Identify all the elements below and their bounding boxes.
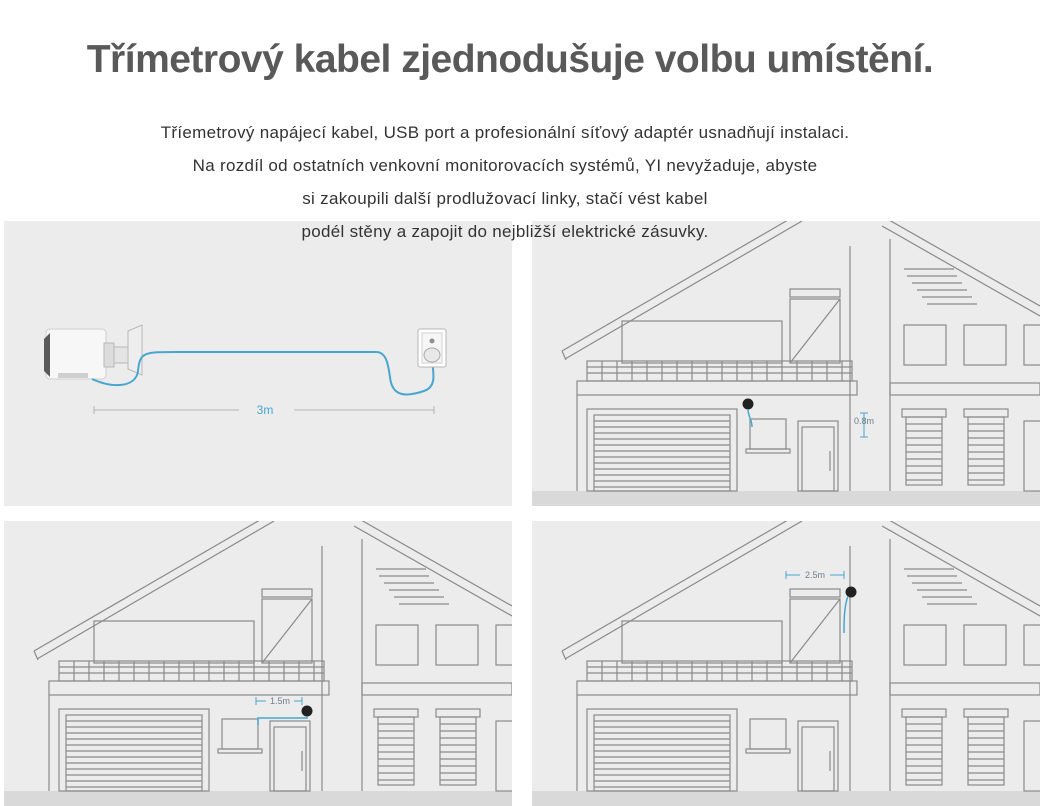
- measurement-label: 1.5m: [269, 696, 291, 706]
- house-drawing: [4, 521, 512, 806]
- cable-illustration-panel: [4, 221, 512, 506]
- cable-length-label: 3m: [256, 403, 274, 417]
- wall-socket-icon: [418, 329, 446, 367]
- house-drawing: [532, 521, 1040, 806]
- house-placement-panel-1: [532, 221, 1040, 506]
- description-line: si zakoupili další prodlužovací linky, stačí vést kabel: [302, 189, 708, 208]
- description-line: Tříemetrový napájecí kabel, USB port a profesionální síťový adaptér usnadňují instalaci.: [160, 123, 850, 142]
- measurement-label: 0.8m: [853, 416, 875, 426]
- house-placement-panel-2: [4, 521, 512, 806]
- description-line: Na rozdíl od ostatních venkovní monitorovacích systémů, YI nevyžaduje, abyste: [192, 156, 818, 175]
- camera-icon: [44, 325, 142, 379]
- cable-route: [844, 596, 848, 633]
- page-headline: Třímetrový kabel zjednodušuje volbu umístění.: [86, 38, 934, 81]
- description-line: podél stěny a zapojit do nejbližší elektrické zásuvky.: [301, 222, 709, 241]
- camera-marker-icon: [302, 706, 313, 717]
- measurement-label: 2.5m: [804, 570, 826, 580]
- house-drawing: [532, 221, 1040, 506]
- camera-marker-icon: [846, 587, 857, 598]
- description: [0, 116, 1010, 248]
- power-cable: [92, 352, 434, 395]
- house-placement-panel-3: [532, 521, 1040, 806]
- camera-marker-icon: [743, 399, 754, 410]
